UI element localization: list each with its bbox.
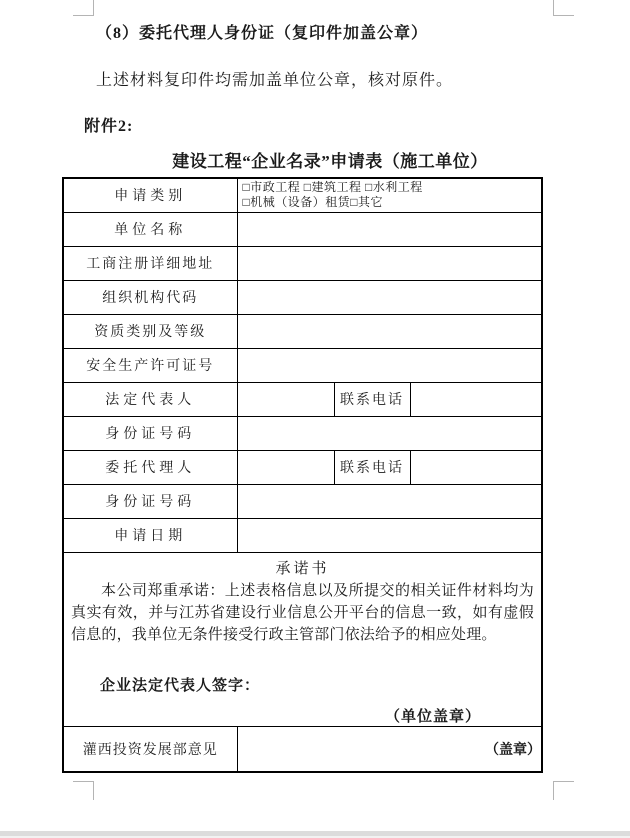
row-label-department-opinion: 灌西投资发展部意见 bbox=[63, 726, 237, 772]
crop-mark-top-right bbox=[553, 0, 574, 16]
row-label-legal-representative: 法定代表人 bbox=[63, 382, 237, 416]
row-label-legal-rep-id-number: 身份证号码 bbox=[63, 416, 237, 450]
row-label-organization-code: 组织机构代码 bbox=[63, 280, 237, 314]
row-label-agent-phone: 联系电话 bbox=[334, 450, 410, 484]
input-cell-legal-rep-phone[interactable] bbox=[410, 382, 542, 416]
row-label-qualification-grade: 资质类别及等级 bbox=[63, 314, 237, 348]
row-label-legal-rep-phone: 联系电话 bbox=[334, 382, 410, 416]
crop-mark-bottom-right bbox=[553, 781, 574, 800]
input-cell-agent-id-number[interactable] bbox=[237, 484, 542, 518]
signature-label[interactable]: 企业法定代表人签字： bbox=[100, 677, 261, 694]
input-cell-organization-code[interactable] bbox=[237, 280, 542, 314]
attachment-label: 附件2: bbox=[84, 118, 134, 135]
row-label-company-name: 单位名称 bbox=[63, 212, 237, 246]
checkbox-group-cell bbox=[237, 178, 542, 212]
row-label-safety-license-no: 安全生产许可证号 bbox=[63, 348, 237, 382]
crop-mark-bottom-left bbox=[73, 781, 94, 800]
crop-mark-top-left bbox=[73, 0, 94, 16]
promise-title: 承诺书 bbox=[275, 560, 330, 577]
checkbox-line-1[interactable]: □市政工程 □建筑工程 □水利工程 bbox=[242, 180, 423, 195]
checkbox-line-2[interactable]: □机械（设备）租赁□其它 bbox=[242, 195, 383, 210]
input-cell-qualification-grade[interactable] bbox=[237, 314, 542, 348]
input-cell-application-date[interactable] bbox=[237, 518, 542, 552]
row-label-registered-address: 工商注册详细地址 bbox=[63, 246, 237, 280]
promise-body: 本公司郑重承诺：上述表格信息以及所提交的相关证件材料均为真实有效，并与江苏省建设行业信息公开平台的信息一致，如有虚假信息的，我单位无条件接受行政主管部门依法给予的相应处理。 bbox=[71, 582, 534, 643]
opinion-seal-cell[interactable] bbox=[237, 726, 542, 772]
row-label-application-date: 申请日期 bbox=[63, 518, 237, 552]
promise-section-cell bbox=[63, 552, 542, 726]
row-label-application-category: 申请类别 bbox=[63, 178, 237, 212]
input-cell-registered-address[interactable] bbox=[237, 246, 542, 280]
application-form-table bbox=[62, 177, 543, 773]
seal-note: （盖章） bbox=[485, 742, 541, 758]
input-cell-agent-phone[interactable] bbox=[410, 450, 542, 484]
input-cell-legal-representative[interactable] bbox=[237, 382, 334, 416]
input-cell-legal-rep-id-number[interactable] bbox=[237, 416, 542, 450]
input-cell-safety-license-no[interactable] bbox=[237, 348, 542, 382]
row-label-agent-id-number: 身份证号码 bbox=[63, 484, 237, 518]
row-label-authorized-agent: 委托代理人 bbox=[63, 450, 237, 484]
unit-seal-note: （单位盖章） bbox=[384, 708, 481, 725]
intro-line-agent-id: （8）委托代理人身份证（复印件加盖公章） bbox=[96, 25, 429, 42]
intro-line-note: 上述材料复印件均需加盖单位公章，核对原件。 bbox=[96, 72, 454, 89]
input-cell-company-name[interactable] bbox=[237, 212, 542, 246]
input-cell-authorized-agent[interactable] bbox=[237, 450, 334, 484]
form-title: 建设工程“企业名录”申请表（施工单位） bbox=[172, 152, 488, 171]
